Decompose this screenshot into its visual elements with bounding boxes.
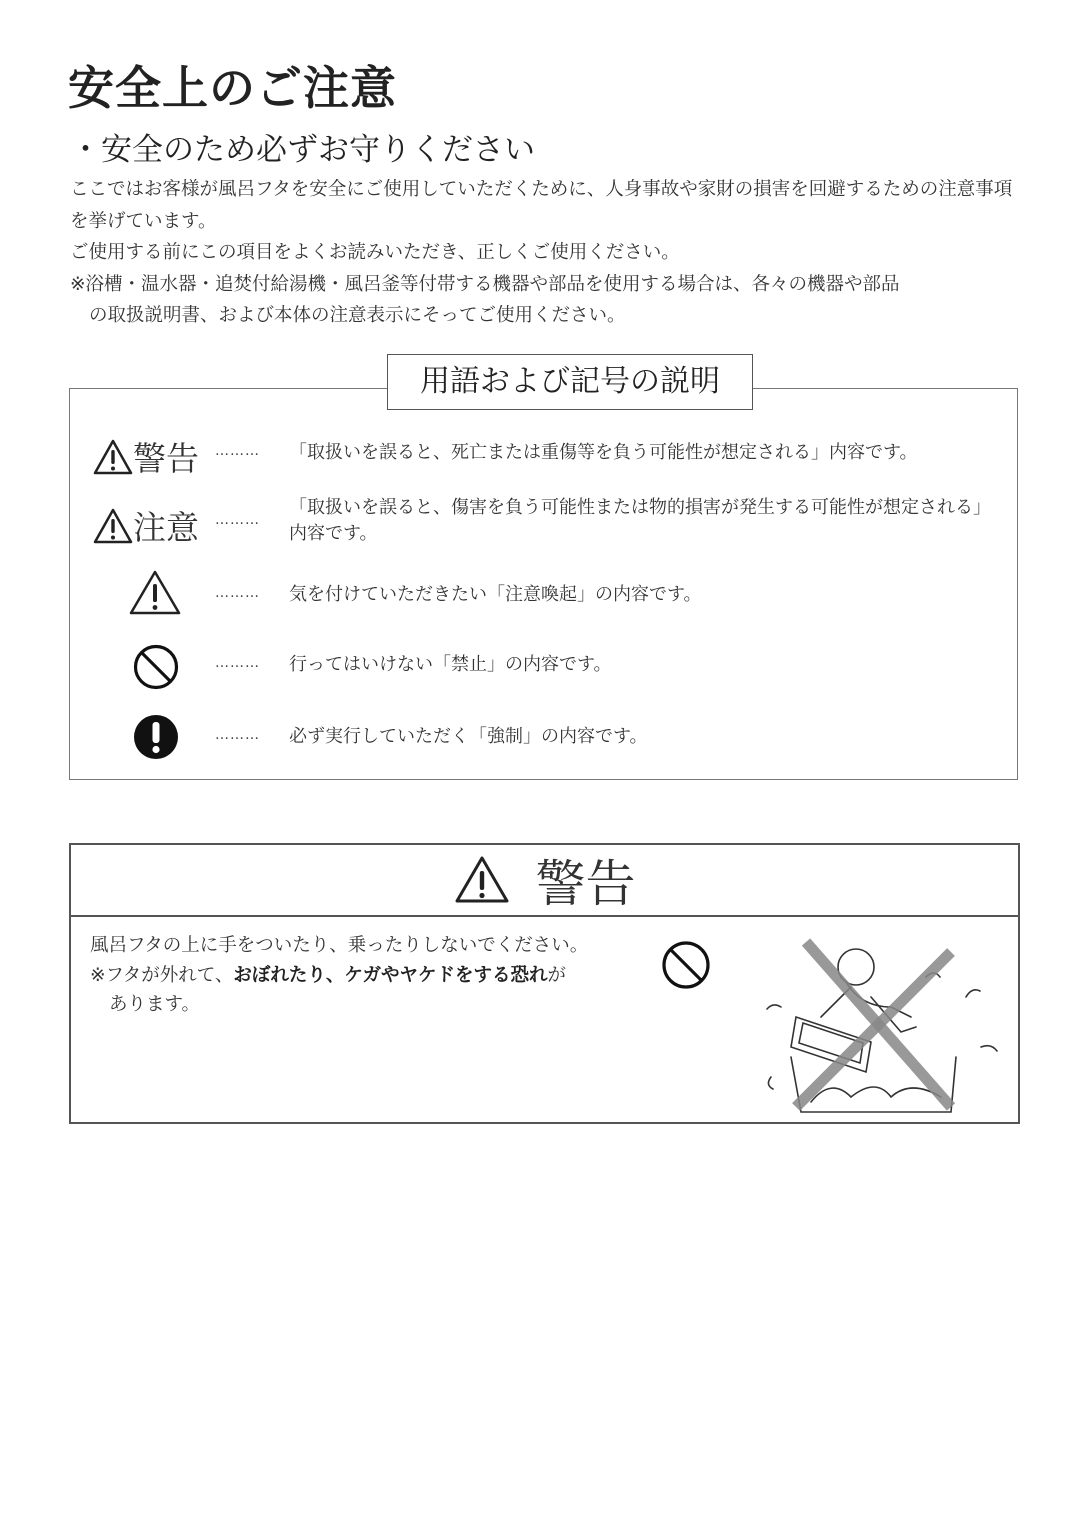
legend-row-warning (93, 433, 199, 480)
legend-text: 「取扱いを誤ると、死亡または重傷等を負う可能性が想定される」内容です。 (289, 442, 918, 463)
intro-text (70, 174, 1020, 332)
legend-text: 気を付けていただきたい「注意喚起」の内容です。 (289, 584, 702, 605)
bathtub-illustration (751, 937, 1011, 1117)
dots-leader: ……… (215, 585, 260, 601)
caution-triangle-icon (129, 570, 181, 616)
warning-line: あります。 (109, 994, 201, 1015)
mandatory-icon (133, 714, 179, 760)
warning-line (90, 961, 588, 991)
warning-triangle-icon (93, 508, 133, 544)
warning-triangle-icon (93, 439, 133, 475)
dots-leader: ……… (215, 512, 260, 528)
intro-line: ここではお客様が風呂フタを安全にご使用していただくために、人身事故や家財の損害を回避するための注意事項を挙げています。 (70, 179, 1013, 232)
legend-row-caution (93, 502, 199, 549)
prohibition-icon (661, 940, 711, 990)
intro-line: ご使用する前にこの項目をよくお読みいただき、正しくご使用ください。 (70, 242, 680, 263)
intro-line: の取扱説明書、および本体の注意表示にそってご使用ください。 (89, 305, 626, 326)
intro-line: ※浴槽・温水器・追焚付給湯機・風呂釜等付帯する機器や部品を使用する場合は、各々の機器や部品 (70, 273, 900, 295)
warning-line: 風呂フタの上に手をついたり、乗ったりしないでください。 (90, 935, 589, 956)
dots-leader: ……… (215, 655, 260, 671)
warning-box-title: 警告 (535, 855, 636, 913)
warning-box-text (90, 931, 588, 1020)
legend-text: 必ず実行していただく「強制」の内容です。 (289, 726, 648, 747)
warning-text: が (547, 964, 566, 986)
dots-leader: ……… (215, 443, 260, 459)
page-subtitle: ・安全のため必ずお守りください (70, 132, 535, 168)
legend-label: 警告 (133, 439, 199, 478)
warning-box-header (71, 845, 1018, 917)
prohibition-icon (133, 644, 179, 690)
legend-label: 注意 (133, 508, 199, 547)
page-title: 安全上のご注意 (68, 61, 397, 115)
warning-box (69, 843, 1020, 1124)
warning-emphasis: おぼれたり、ケガやヤケドをする恐れ (233, 964, 548, 986)
warning-triangle-icon (454, 855, 510, 905)
dots-leader: ……… (215, 727, 260, 743)
legend-text: 「取扱いを誤ると、傷害を負う可能性または物的損害が発生する可能性が想定される」内容です。 (289, 497, 991, 544)
warning-text: ※フタが外れて、 (90, 964, 234, 986)
legend-text: 行ってはいけない「禁止」の内容です。 (289, 654, 612, 675)
legend-title: 用語および記号の説明 (387, 354, 753, 410)
